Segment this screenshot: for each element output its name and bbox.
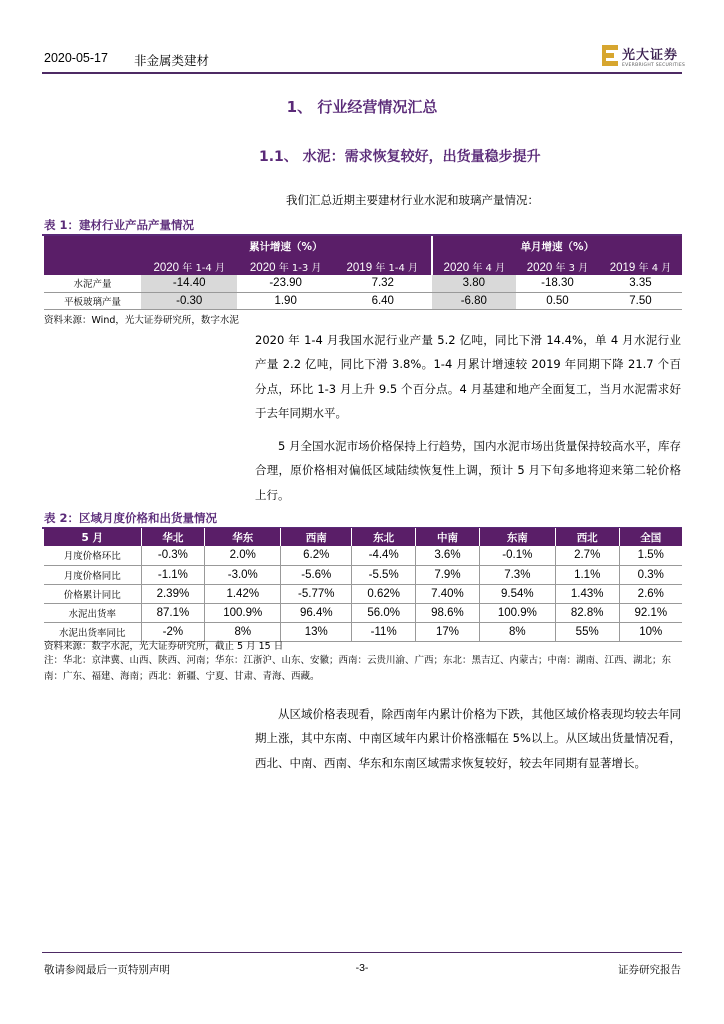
row-label: 价格累计同比	[44, 584, 141, 603]
table-cell: 9.54%	[479, 584, 555, 603]
logo-name: 光大证券	[622, 48, 679, 63]
table-cell: 8%	[205, 622, 281, 641]
paragraph-regional-analysis: 从区域价格表现看，除西南年内累计价格为下跌，其他区域价格表现均较去年同期上涨，其中东南、中南区域年内累计价格涨幅在 5%以上。从区域出货量情况看，西北、中南、西南、华东和东南区域需求恢复较好，较去年同期有显著增长。	[255, 707, 681, 770]
column-header: 5 月	[44, 528, 141, 546]
table-cell: 1.42%	[205, 584, 281, 603]
table-cell: 55%	[555, 622, 619, 641]
column-header: 中南	[416, 528, 480, 546]
table-cell: 87.1%	[141, 603, 205, 622]
intro-text: 我们汇总近期主要建材行业水泥和玻璃产量情况：	[286, 193, 539, 207]
table-cell: 3.35	[599, 275, 682, 292]
table-cell: 1.1%	[555, 565, 619, 584]
table-cell: -3.0%	[205, 565, 281, 584]
table-cell: 2.39%	[141, 584, 205, 603]
table-cell: 96.4%	[281, 603, 352, 622]
report-sector: 非金属类建材	[134, 53, 210, 68]
table-cell: 7.3%	[479, 565, 555, 584]
column-header: 全国	[619, 528, 682, 546]
table-row	[44, 292, 682, 309]
table-cell: -2%	[141, 622, 205, 641]
table-cell: -0.30	[141, 292, 237, 309]
table2-source: 资料来源：数字水泥，光大证券研究所，截止 5 月 15 日	[44, 641, 284, 652]
group-header-cumulative: 累计增速（%）	[141, 236, 432, 257]
paragraph-price-trend: 5 月全国水泥市场价格保持上行趋势，国内水泥市场出货量保持较高水平，库存合理，原价格相对偏低区域陆续恢复性上调，预计 5 月下旬多地将迎来第二轮价格上行。	[255, 439, 681, 502]
column-header: 西南	[281, 528, 352, 546]
column-header: 2020 年 3 月	[516, 257, 599, 275]
table-cell: -0.1%	[479, 546, 555, 565]
row-label: 月度价格同比	[44, 565, 141, 584]
table-cell: 2.0%	[205, 546, 281, 565]
footer-divider	[42, 952, 682, 953]
page-number: -3-	[355, 962, 369, 974]
report-date: 2020-05-17	[44, 51, 108, 65]
table-cell: 6.40	[334, 292, 432, 309]
table2-note: 注：华北：京津冀、山西、陕西、河南；华东：江浙沪、山东、安徽；西南：云贵川渝、广西；东北：黑吉辽、内蒙古；中南：湖南、江西、湖北；东南：广东、福建、海南；西北：新疆、宁夏、甘肃、青海、西藏。	[44, 655, 672, 682]
column-header: 华东	[205, 528, 281, 546]
table-cell: 10%	[619, 622, 682, 641]
table-cell: -0.3%	[141, 546, 205, 565]
column-header: 2020 年 4 月	[432, 257, 516, 275]
table-cell: 100.9%	[479, 603, 555, 622]
table-cell: -6.80	[432, 292, 516, 309]
table1-source: 资料来源：Wind，光大证券研究所，数字水泥	[44, 315, 239, 326]
table-row	[44, 565, 682, 584]
group-header-monthly: 单月增速（%）	[432, 236, 682, 257]
table-cell: 0.50	[516, 292, 599, 309]
table-row	[44, 603, 682, 622]
row-label: 水泥出货率	[44, 603, 141, 622]
production-table	[44, 236, 682, 310]
column-header: 2020 年 1-4 月	[141, 257, 237, 275]
table-cell: 92.1%	[619, 603, 682, 622]
table-cell: 56.0%	[352, 603, 416, 622]
column-header: 2019 年 1-4 月	[334, 257, 432, 275]
table-cell: 7.32	[334, 275, 432, 292]
table-cell: -4.4%	[352, 546, 416, 565]
subsection-heading: 1.1、 水泥：需求恢复较好，出货量稳步提升	[259, 149, 541, 165]
column-header: 东北	[352, 528, 416, 546]
table-cell: 8%	[479, 622, 555, 641]
table-cell: 0.62%	[352, 584, 416, 603]
table-cell: -1.1%	[141, 565, 205, 584]
table-cell: -23.90	[237, 275, 333, 292]
logo-icon	[602, 45, 618, 67]
table-cell: 1.43%	[555, 584, 619, 603]
table-cell: 0.3%	[619, 565, 682, 584]
row-label: 水泥出货率同比	[44, 622, 141, 641]
regional-price-table	[44, 528, 682, 642]
table-row	[44, 584, 682, 603]
table-cell: -5.6%	[281, 565, 352, 584]
section-heading: 1、 行业经营情况汇总	[286, 98, 438, 116]
disclaimer-notice: 敬请参阅最后一页特别声明	[44, 964, 170, 976]
table-cell: 2.6%	[619, 584, 682, 603]
report-type: 证券研究报告	[618, 964, 681, 976]
table-cell: 7.40%	[416, 584, 480, 603]
table-cell: 100.9%	[205, 603, 281, 622]
column-header: 2020 年 1-3 月	[237, 257, 333, 275]
logo-subtitle: EVERBRIGHT SECURITIES	[622, 63, 686, 68]
table-cell: 82.8%	[555, 603, 619, 622]
column-header: 2019 年 4 月	[599, 257, 682, 275]
row-label: 月度价格环比	[44, 546, 141, 565]
brand-logo	[602, 44, 685, 68]
table1-title: 表 1：建材行业产品产量情况	[44, 218, 195, 232]
column-header: 东南	[479, 528, 555, 546]
table-cell: -11%	[352, 622, 416, 641]
table-cell: 13%	[281, 622, 352, 641]
table-row	[44, 275, 682, 292]
table-cell: 17%	[416, 622, 480, 641]
table-cell: -5.5%	[352, 565, 416, 584]
table-cell: -14.40	[141, 275, 237, 292]
table-cell: 7.9%	[416, 565, 480, 584]
paragraph-production: 2020 年 1-4 月我国水泥行业产量 5.2 亿吨，同比下滑 14.4%，单 4 月水泥行业产量 2.2 亿吨，同比下滑 3.8%。1-4 月累计增速较 2019 年同期下降 21.7 个百分点，环比 1-3 月上升 9.5 个百分点。4 月基建和地产全面复工，当月水泥需求好于去年同期水平。	[255, 333, 681, 420]
table-cell: -5.77%	[281, 584, 352, 603]
table-cell: 1.90	[237, 292, 333, 309]
column-header: 华北	[141, 528, 205, 546]
table-cell: 7.50	[599, 292, 682, 309]
table-cell: 3.6%	[416, 546, 480, 565]
table-cell: 2.7%	[555, 546, 619, 565]
table-cell: 98.6%	[416, 603, 480, 622]
row-label: 水泥产量	[44, 275, 141, 292]
table-cell: -18.30	[516, 275, 599, 292]
column-header: 西北	[555, 528, 619, 546]
header-divider	[42, 72, 682, 74]
table-cell: 6.2%	[281, 546, 352, 565]
table-cell: 1.5%	[619, 546, 682, 565]
table2-title: 表 2：区域月度价格和出货量情况	[44, 511, 218, 525]
table-row	[44, 546, 682, 565]
row-label: 平板玻璃产量	[44, 292, 141, 309]
table-cell: 3.80	[432, 275, 516, 292]
